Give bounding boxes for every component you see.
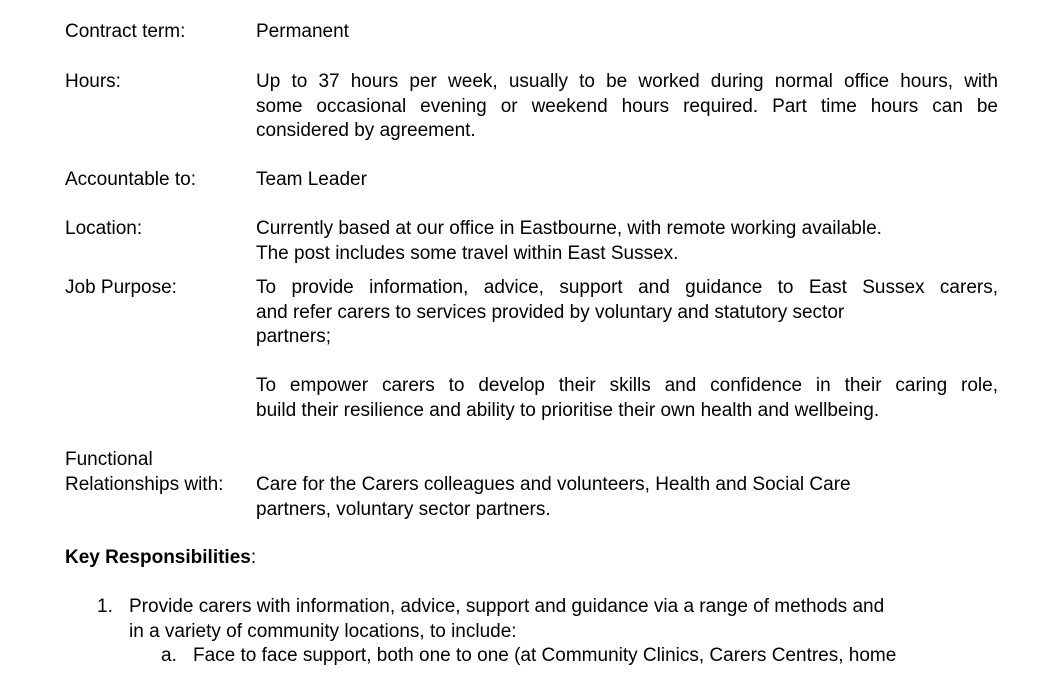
- functional-line: partners, voluntary sector partners.: [256, 498, 551, 520]
- list-item-line: Provide carers with information, advice, support and guidance via a range of methods and: [129, 596, 885, 617]
- list-item-number: 1.: [97, 596, 113, 617]
- contract-term-text: Permanent: [256, 21, 349, 42]
- job-purpose-line: build their resilience and ability to prioritise their own health and wellbeing.: [256, 399, 880, 421]
- key-responsibilities-title: Key Responsibilities: [65, 547, 251, 568]
- hours-line: Up to 37 hours per week, usually to be worked during normal office hours, with: [256, 71, 998, 92]
- hours-line: considered by agreement.: [256, 120, 476, 141]
- contract-term-label: Contract term:: [65, 21, 186, 42]
- accountable-label: Accountable to:: [65, 169, 196, 190]
- functional-line: Care for the Carers colleagues and volunteers, Health and Social Care: [256, 474, 851, 495]
- job-purpose-label: Job Purpose:: [65, 277, 177, 298]
- hours-label: Hours:: [65, 71, 121, 92]
- location-line: Currently based at our office in Eastbourne, with remote working available.: [256, 218, 882, 239]
- location-label: Location:: [65, 218, 143, 239]
- list-item: [129, 595, 979, 644]
- job-purpose-line: To empower carers to develop their skills and confidence in their caring role,: [256, 375, 998, 396]
- job-purpose-line: and refer carers to services provided by voluntary and statutory sector: [256, 301, 845, 323]
- job-purpose-para-2: [256, 374, 998, 423]
- key-responsibilities-colon: :: [250, 547, 257, 568]
- list-item-line: in a variety of community locations, to include:: [129, 620, 517, 642]
- functional-label-line-1: Functional: [65, 449, 153, 470]
- functional-value: [256, 473, 998, 522]
- job-purpose-line: partners;: [256, 326, 331, 347]
- location-line: The post includes some travel within East Sussex.: [256, 242, 679, 264]
- functional-label: [65, 448, 223, 497]
- hours-line: some occasional evening or weekend hours required. Part time hours can be: [256, 95, 998, 117]
- location-value: [256, 217, 998, 266]
- job-purpose-line: To provide information, advice, support and guidance to East Sussex carers,: [256, 277, 998, 298]
- contract-term-value: [256, 20, 998, 45]
- accountable-text: Team Leader: [256, 169, 367, 190]
- job-purpose-para-1: [256, 276, 998, 350]
- accountable-value: [256, 168, 998, 193]
- sub-item-text: Face to face support, both one to one (at Community Clinics, Carers Centres, home: [193, 645, 897, 666]
- sub-item-letter: a.: [161, 645, 177, 666]
- functional-label-line-2: Relationships with:: [65, 473, 224, 495]
- key-responsibilities-heading: [65, 546, 256, 571]
- hours-value: [256, 70, 998, 144]
